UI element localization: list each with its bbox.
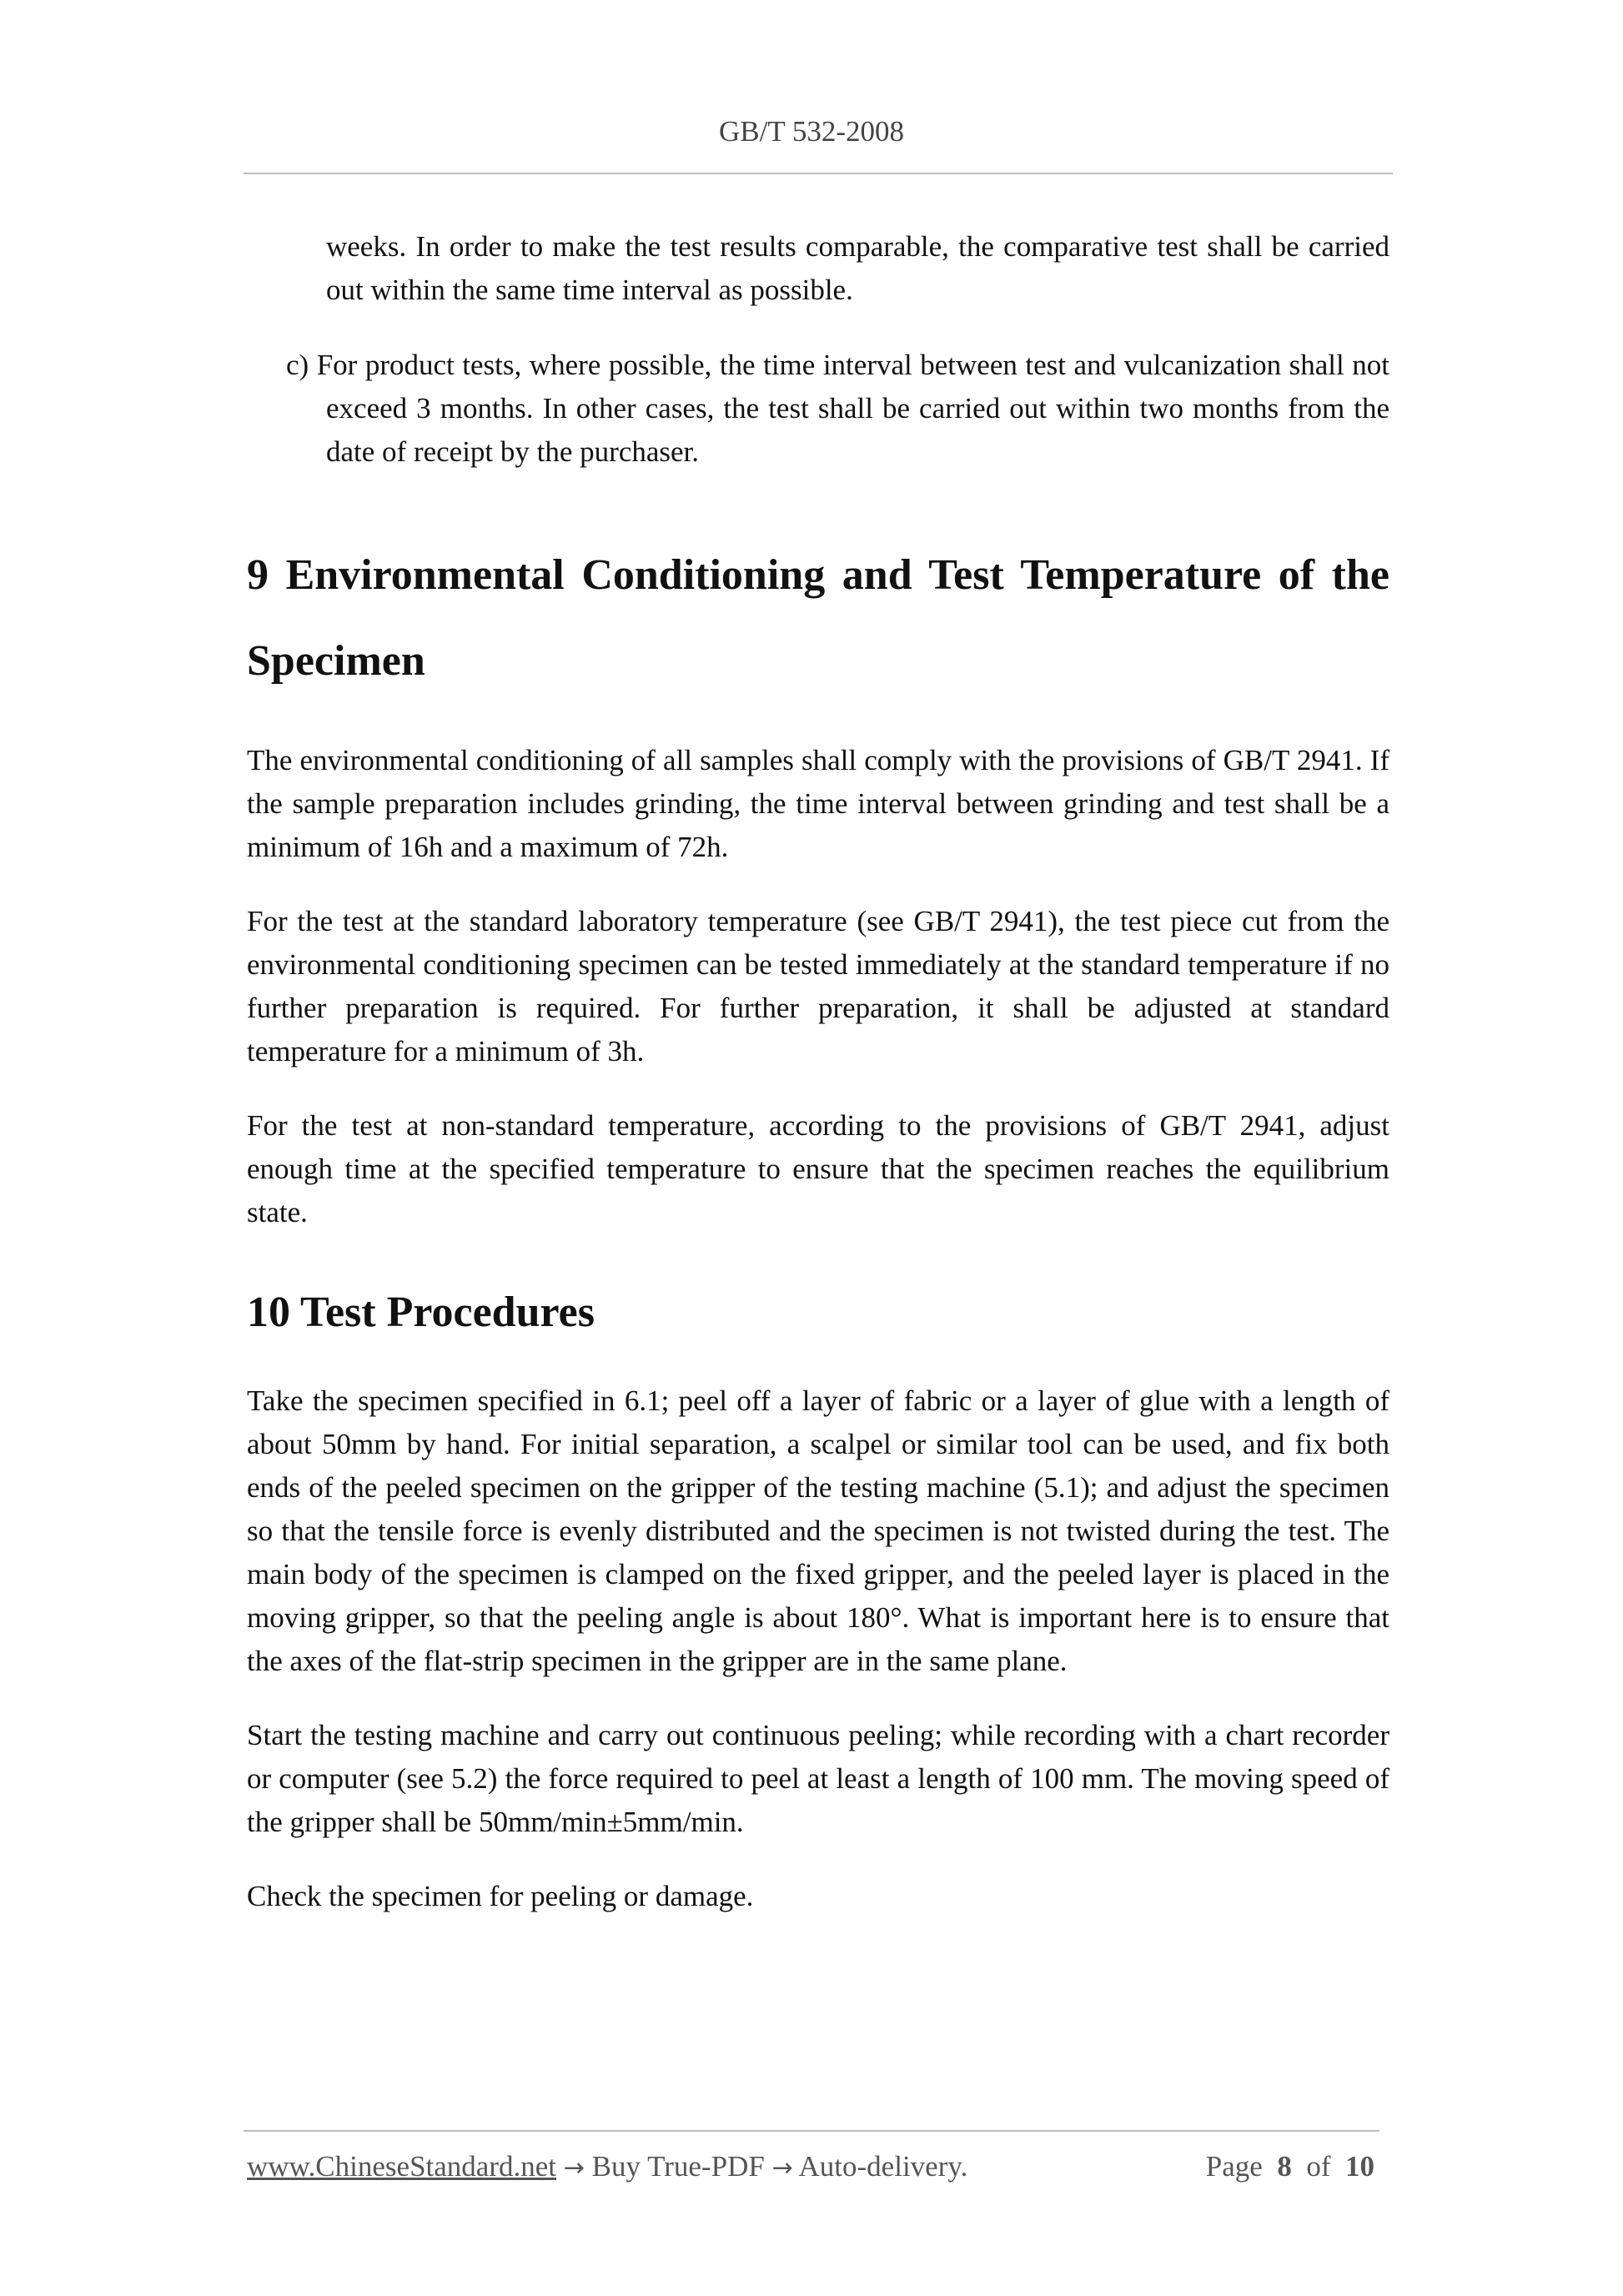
of-label: of bbox=[1306, 2150, 1331, 2183]
section-9-heading: 9 Environmental Conditioning and Test Temperature of the Specimen bbox=[247, 551, 1389, 685]
auto-delivery-text: Auto-delivery. bbox=[798, 2150, 968, 2183]
page-body bbox=[247, 225, 1389, 1949]
section-10-paragraph-2: Start the testing machine and carry out continuous peeling; while recording with a chart recorder or computer (see 5.2) the force required to peel at least a length of 100 mm. The moving speed of the gripper shall be 50mm/min±5mm/min. bbox=[247, 1719, 1389, 1838]
current-page-number: 8 bbox=[1277, 2150, 1292, 2183]
right-arrow-icon: → bbox=[563, 2153, 585, 2183]
footer-divider bbox=[244, 2130, 1379, 2132]
buy-true-pdf-text: Buy True-PDF bbox=[591, 2150, 765, 2183]
section-10-paragraph-3: Check the specimen for peeling or damage. bbox=[247, 1880, 754, 1912]
continuation-paragraph: weeks. In order to make the test results comparable, the comparative test shall be carried out within the same time interval as possible. bbox=[326, 230, 1389, 306]
right-arrow-icon: → bbox=[771, 2153, 793, 2183]
footer-promo bbox=[247, 2150, 967, 2183]
total-pages-number: 10 bbox=[1345, 2150, 1374, 2183]
section-10-paragraph-1: Take the specimen specified in 6.1; peel off a layer of fabric or a layer of glue with a length of about 50mm by hand. For initial separation, a scalpel or similar tool can be used, and fix both ends of the peeled specimen on the gripper of the testing machine (5.1); and adjust the specimen so that the tensile force is evenly distributed and the specimen is not twisted during the test. The main body of the specimen is clamped on the fixed gripper, and the peeled layer is placed in the moving gripper, so that the peeling angle is about 180°. What is important here is to ensure that the axes of the flat-strip specimen in the gripper are in the same plane. bbox=[247, 1384, 1389, 1677]
list-item-c: c) For product tests, where possible, the time interval between test and vulcanization shall not exceed 3 months. In other cases, the test shall be carried out within two months from the date of receipt by the purchaser. bbox=[286, 349, 1389, 468]
section-10-heading: 10 Test Procedures bbox=[247, 1289, 595, 1336]
page-number bbox=[1206, 2150, 1374, 2183]
header-divider bbox=[244, 173, 1393, 174]
section-9-paragraph-3: For the test at non-standard temperature, according to the provisions of GB/T 2941, adjust enough time at the specified temperature to ensure that the specimen reaches the equilibrium state. bbox=[247, 1109, 1389, 1228]
section-9-paragraph-2: For the test at the standard laboratory temperature (see GB/T 2941), the test piece cut from the environmental conditioning specimen can be tested immediately at the standard temperature if no further preparation is required. For further preparation, it shall be adjusted at standard temperature for a minimum of 3h. bbox=[247, 905, 1389, 1068]
section-9-paragraph-1: The environmental conditioning of all samples shall comply with the provisions of GB/T 2941. If the sample preparation includes grinding, the time interval between grinding and test shall be a minimum of 16h and a maximum of 72h. bbox=[247, 744, 1389, 863]
page-footer bbox=[247, 2150, 1379, 2192]
document-code-header: GB/T 532-2008 bbox=[719, 115, 904, 148]
website-link[interactable]: www.ChineseStandard.net bbox=[247, 2150, 556, 2183]
page-label: Page bbox=[1205, 2150, 1263, 2183]
